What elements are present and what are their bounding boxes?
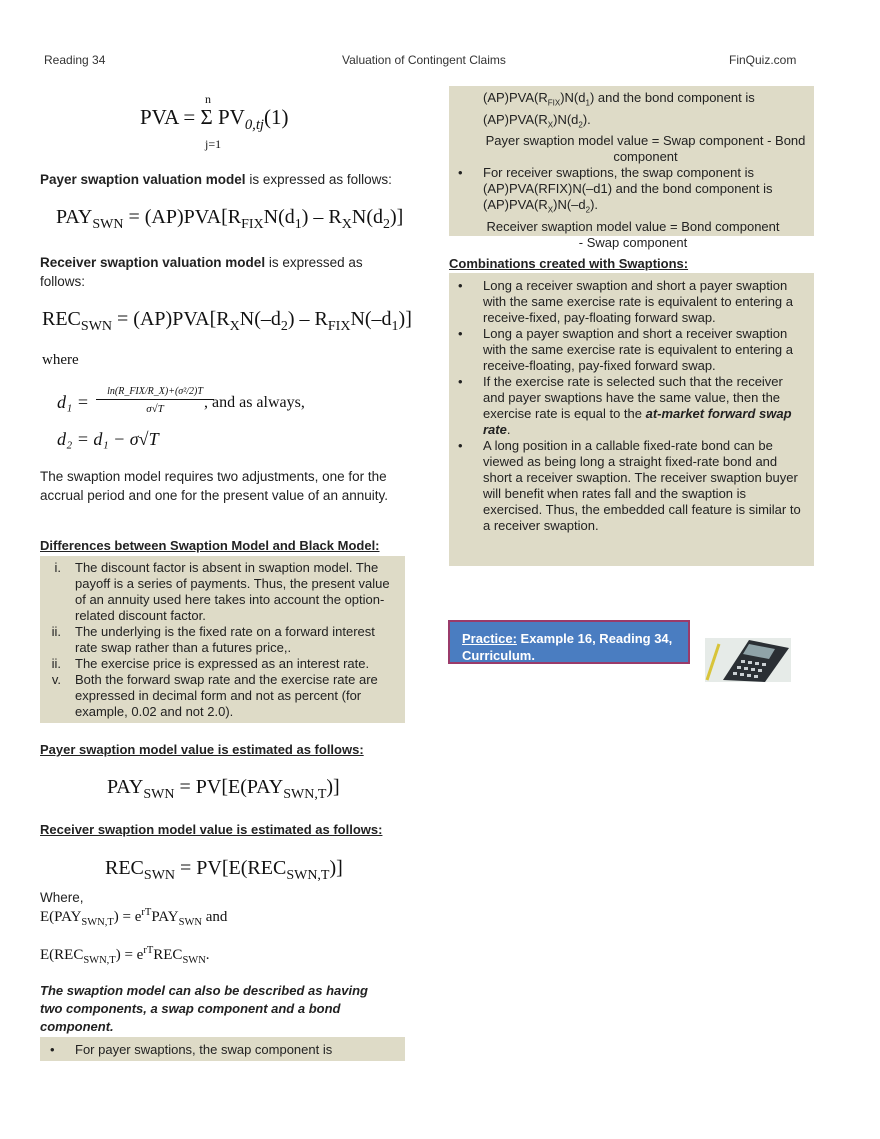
receiver-intro: Receiver swaption valuation model is expressed as follows:	[40, 255, 363, 289]
difference-item-text: The underlying is the fixed rate on a forward interest rate swap rather than a futures price,.	[75, 624, 375, 655]
combination-item: • Long a payer swaption and short a receiver swaption with the same exercise rate is equivalent to entering a receive-floating, pay-fixed forward swap.	[483, 326, 808, 374]
payer-value-center: Payer swaption model value = Swap component - Bond component	[485, 133, 806, 165]
practice-callout[interactable]: Practice: Example 16, Reading 34, Curriculum.	[448, 620, 690, 664]
calculator-image	[705, 638, 791, 682]
where2-label: Where,	[40, 890, 84, 905]
pva-lower: j=1	[205, 137, 222, 151]
receiver-value-formula: $REC_{SWN} = PV[E(REC_{SWN,T})]$	[105, 857, 343, 883]
payer-formula: $PAY_{SWN} = (AP)PVA[R_{FIX}N(d_1) - R_XN(d_2)]$	[56, 206, 404, 232]
difference-item	[51, 656, 397, 672]
combinations-box	[449, 273, 814, 566]
receiver-value-heading: Receiver swaption model value is estimated as follows:	[40, 822, 383, 837]
difference-item-marker: ii.	[51, 656, 61, 671]
cont-line2: $(AP)PVA(R_X)N(d_2)$.	[483, 111, 591, 130]
calculator-icon	[705, 638, 791, 682]
difference-item	[51, 624, 397, 656]
differences-list	[51, 560, 397, 720]
components-text: The swaption model can also be described as having two components, a swap component and a bond component.	[40, 983, 368, 1034]
d2-formula: d₂ = d₁ − σ√T	[57, 429, 159, 449]
combination-item: • If the exercise rate is selected such that the receiver and payer swaptions have the same value, then the exercise rate is equal to the at-market forward swap rate.	[483, 374, 808, 438]
difference-item-marker: ii.	[51, 624, 61, 639]
combinations-heading: Combinations created with Swaptions:	[449, 256, 689, 271]
combination-item: • Long a receiver swaption and short a payer swaption with the same exercise rate is equivalent to entering a receive-fixed, pay-floating forward swap.	[483, 278, 808, 326]
difference-item-marker: v.	[51, 672, 61, 687]
combination-item: • A long position in a callable fixed-rate bond can be viewed as being long a straight fixed-rate bond and short a receiver swaption. The receiver swaption buyer will benefit when rates fall and the swaption is exercised. Thus, the embedded call feature is similar to a receiver swaption.	[483, 438, 808, 534]
pva-formula: PVA = Σ $PV_{0,tj}(1)$	[140, 105, 289, 134]
d1-numerator: ln(R_FIX/R_X)+(σ²/2)T	[96, 386, 214, 400]
difference-item-text: The exercise price is expressed as an interest rate.	[75, 656, 370, 671]
receiver-bullet-line2: $(AP)PVA(R_X)N(-d_2)$.	[483, 197, 599, 215]
cont-line1: $(AP)PVA(R_{FIX})N(d_1)$ and the bond component is	[483, 90, 755, 108]
components-box	[40, 1037, 405, 1061]
pva-upper: n	[205, 92, 211, 106]
components-continued-box	[449, 86, 814, 250]
components-item: • For payer swaptions, the swap component is	[75, 1042, 397, 1058]
differences-heading: Differences between Swaption Model and Black Model:	[40, 538, 380, 553]
e-pay-formula: $E(PAY_{SWN,T}) = e^{rT}PAY_{SWN}$ and	[40, 907, 228, 928]
payer-value-heading: Payer swaption model value is estimated as follows:	[40, 742, 364, 757]
where-label: where	[42, 352, 79, 368]
receiver-formula: $REC_{SWN} = (AP)PVA[R_XN(-d_2) - R_{FIX}N(-d_1)]$	[42, 308, 412, 334]
payer-value-formula: $PAY_{SWN} = PV[E(PAY_{SWN,T})]$	[107, 776, 340, 802]
d1-denominator: σ√T	[146, 403, 164, 415]
d1-tail: , and as always,	[204, 394, 305, 411]
differences-box	[40, 556, 405, 723]
header-reading: Reading 34	[44, 53, 106, 67]
header-title: Valuation of Contingent Claims	[342, 53, 506, 67]
receiver-value-center: Receiver swaption model value = Bond component - Swap component	[486, 218, 780, 250]
difference-item-text: The discount factor is absent in swaption model. The payoff is a series of payments. Thus, the present value of an annuity used here takes into account the option-related discount factor.	[75, 560, 390, 623]
combinations-list	[483, 278, 808, 534]
difference-item	[54, 560, 397, 624]
payer-intro: Payer swaption valuation model is expressed as follows:	[40, 172, 392, 187]
receiver-bullet: • For receiver swaptions, the swap component is (AP)PVA(RFIX)N(–d1) and the bond component is	[483, 165, 808, 197]
difference-item-text: Both the forward swap rate and the exercise rate are expressed in decimal form and not as percent (for example, 0.02 and not 2.0).	[75, 672, 378, 719]
difference-item	[51, 672, 397, 720]
difference-item-marker: i.	[54, 560, 61, 575]
adjust-text: The swaption model requires two adjustments, one for the accrual period and one for the present value of an annuity.	[40, 469, 388, 503]
e-rec-formula: $E(REC_{SWN,T}) = e^{rT}REC_{SWN}$.	[40, 945, 210, 966]
d1-lhs: d₁ =	[57, 392, 89, 412]
header-site: FinQuiz.com	[729, 53, 797, 67]
